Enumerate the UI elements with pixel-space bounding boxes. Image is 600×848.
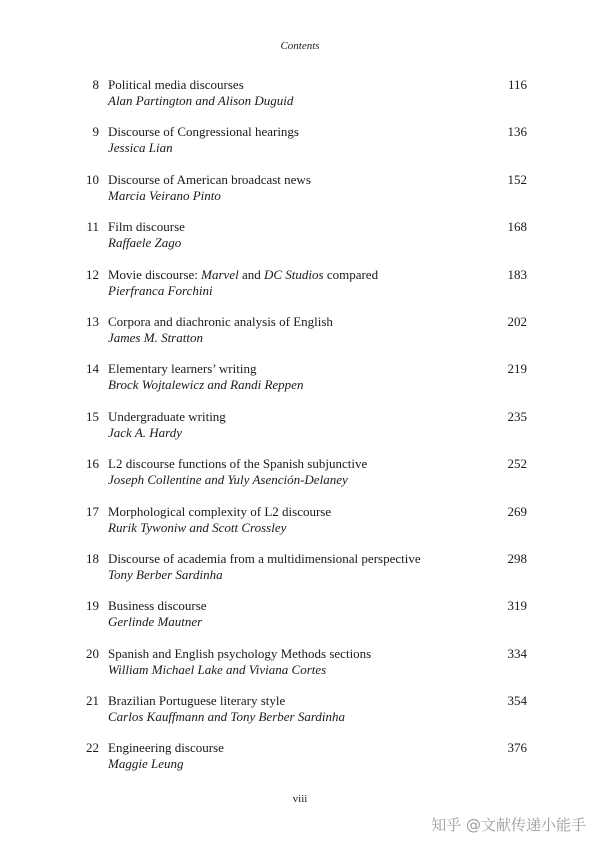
page-number: 116: [507, 77, 527, 92]
page-number: 183: [507, 266, 527, 282]
table-of-contents: [0, 77, 600, 788]
chapter-title: [108, 267, 378, 283]
chapter-title: L2 discourse functions of the Spanish subjunctive: [108, 456, 368, 472]
page-folio: viii: [292, 793, 308, 805]
chapter-title: Engineering discourse: [108, 740, 224, 756]
toc-entry: [0, 693, 600, 740]
chapter-authors: Jack A. Hardy: [108, 424, 183, 440]
chapter-authors: Joseph Collentine and Yuly Asención-Delaney: [108, 472, 348, 488]
toc-entry: [0, 124, 600, 171]
page-number: 269: [507, 503, 527, 519]
chapter-number: 13: [86, 313, 99, 329]
toc-entry: [0, 361, 600, 408]
page-number: 219: [507, 361, 527, 377]
chapter-number: 14: [86, 361, 99, 377]
chapter-authors: Rurik Tywoniw and Scott Crossley: [108, 519, 287, 535]
chapter-authors: Gerlinde Mautner: [108, 614, 203, 630]
chapter-title: Film discourse: [108, 219, 185, 235]
title-italic-text: Marvel: [201, 266, 239, 282]
toc-entry: [0, 456, 600, 503]
chapter-number: 19: [86, 598, 99, 614]
chapter-authors: Alan Partington and Alison Duguid: [108, 93, 294, 108]
chapter-number: 15: [86, 408, 99, 424]
toc-entry: [0, 504, 600, 551]
chapter-title: Discourse of Congressional hearings: [108, 124, 299, 140]
toc-entry: [0, 740, 600, 787]
chapter-authors: Pierfranca Forchini: [108, 282, 213, 298]
title-italic-text: DC Studios: [263, 266, 324, 282]
toc-entry: [0, 551, 600, 598]
chapter-title: Morphological complexity of L2 discourse: [108, 503, 332, 519]
toc-entry: [0, 267, 600, 314]
chapter-number: 10: [86, 171, 99, 187]
page-number: 319: [507, 598, 527, 614]
title-text: and: [238, 266, 264, 282]
chapter-authors: Tony Berber Sardinha: [108, 566, 223, 582]
page-number: 235: [507, 408, 527, 424]
chapter-title: Corpora and diachronic analysis of English: [108, 313, 333, 329]
chapter-number: 8: [92, 77, 99, 92]
toc-entry: [0, 219, 600, 266]
chapter-number: 11: [86, 219, 99, 235]
page-number: 376: [507, 740, 527, 756]
chapter-authors: Marcia Veirano Pinto: [108, 187, 221, 203]
toc-entry: [0, 77, 600, 124]
chapter-authors: James M. Stratton: [108, 329, 203, 345]
chapter-title: Elementary learners’ writing: [108, 361, 257, 377]
chapter-authors: Brock Wojtalewicz and Randi Reppen: [108, 377, 304, 393]
chapter-authors: Carlos Kauffmann and Tony Berber Sardinha: [108, 709, 346, 725]
chapter-authors: Raffaele Zago: [108, 235, 182, 251]
chapter-title: Spanish and English psychology Methods sections: [108, 645, 372, 661]
toc-entry: [0, 172, 600, 219]
toc-entry: [0, 598, 600, 645]
page-number: 354: [507, 693, 527, 709]
chapter-number: 18: [86, 550, 99, 566]
chapter-title: Brazilian Portuguese literary style: [108, 693, 286, 709]
chapter-number: 12: [86, 266, 99, 282]
toc-entry: [0, 646, 600, 693]
chapter-number: 17: [86, 503, 99, 519]
chapter-title: Undergraduate writing: [108, 408, 226, 424]
chapter-authors: Jessica Lian: [108, 140, 173, 156]
page-number: 334: [507, 645, 527, 661]
chapter-title: Business discourse: [108, 598, 207, 614]
page-number: 168: [507, 219, 527, 235]
chapter-number: 9: [92, 124, 99, 140]
chapter-title: Discourse of American broadcast news: [108, 171, 311, 187]
running-head: Contents: [280, 40, 320, 52]
chapter-number: 22: [86, 740, 99, 756]
toc-entry: [0, 314, 600, 361]
page-number: 152: [507, 171, 527, 187]
title-text: compared: [323, 266, 379, 282]
chapter-authors: Maggie Leung: [108, 756, 184, 772]
page-number: 136: [507, 124, 527, 140]
page-number: 252: [507, 456, 527, 472]
page-number: 298: [507, 550, 527, 566]
chapter-number: 16: [86, 456, 99, 472]
chapter-number: 20: [86, 645, 99, 661]
chapter-title: Discourse of academia from a multidimensional perspective: [108, 550, 421, 566]
chapter-title: Political media discourses: [108, 77, 244, 92]
page-number: 202: [507, 313, 527, 329]
chapter-number: 21: [86, 693, 99, 709]
watermark: 知乎 @文献传递小能手: [431, 816, 586, 834]
chapter-authors: William Michael Lake and Viviana Cortes: [108, 661, 327, 677]
toc-entry: [0, 409, 600, 456]
title-text: Movie discourse:: [108, 266, 202, 282]
